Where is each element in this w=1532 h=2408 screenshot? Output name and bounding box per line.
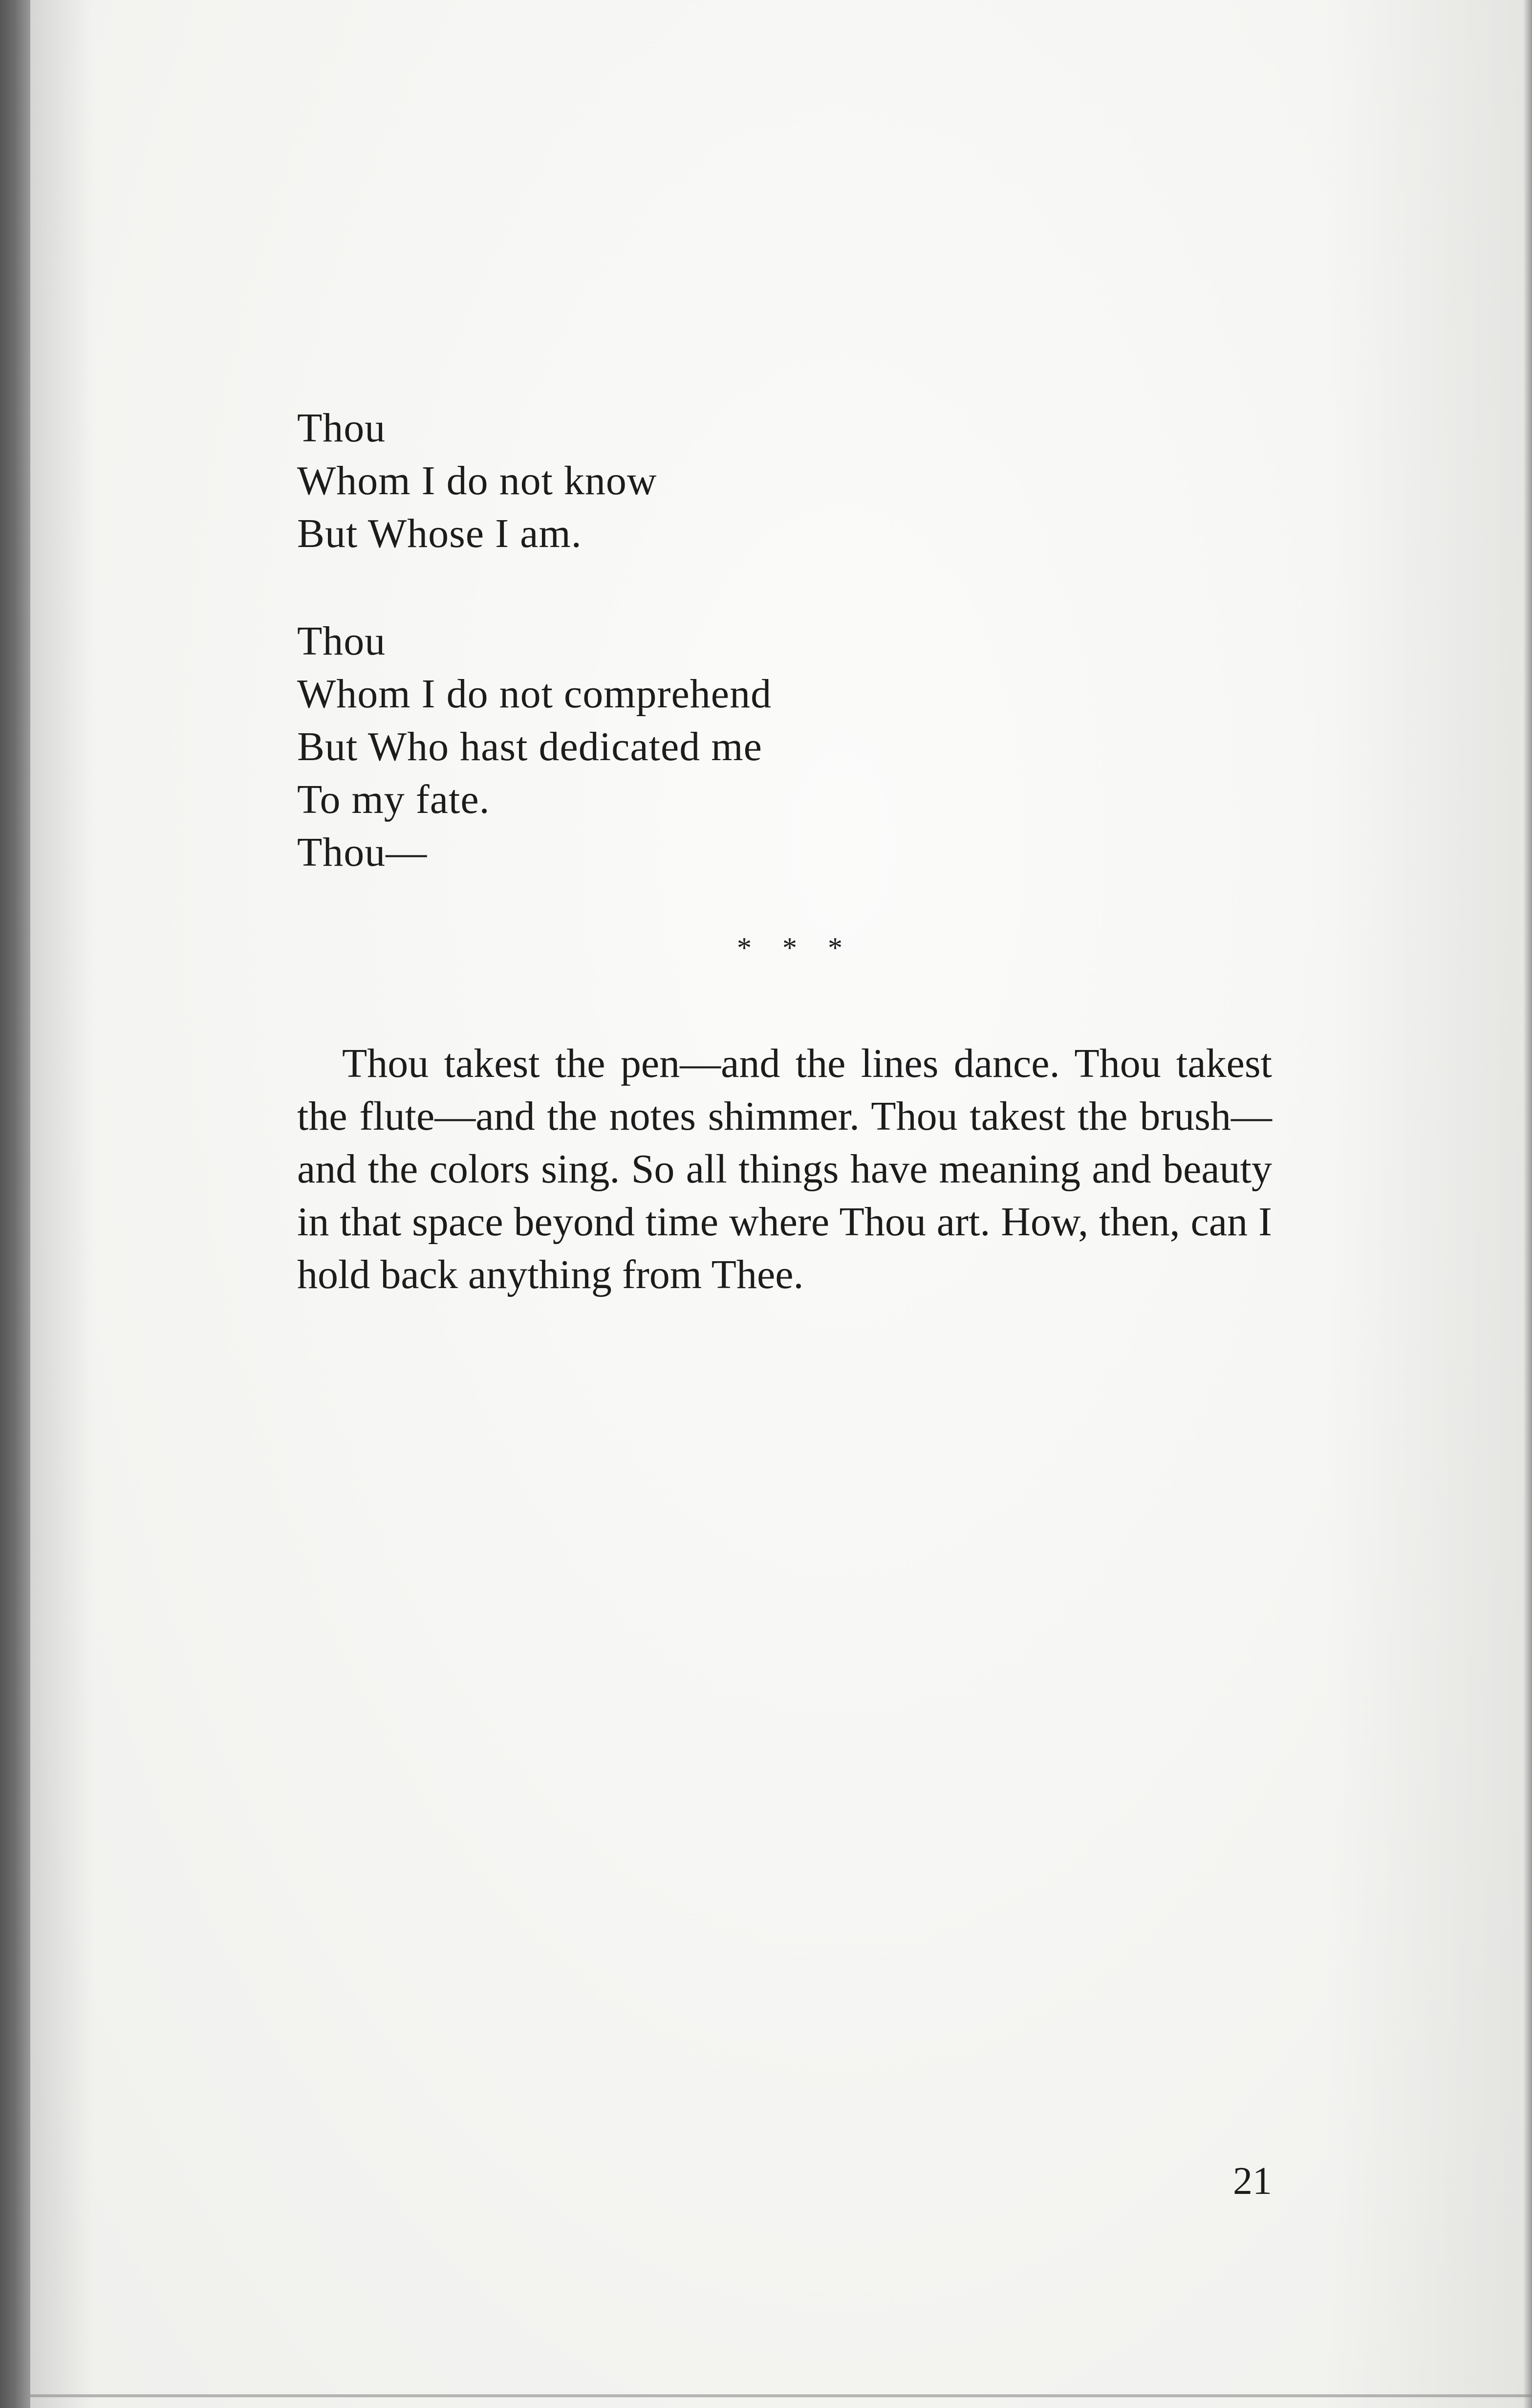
page-right-edge bbox=[1523, 0, 1532, 2408]
page-bottom-edge bbox=[30, 2394, 1532, 2397]
page-binding-edge bbox=[0, 0, 30, 2408]
verse-line: Thou bbox=[297, 618, 386, 664]
verse-line: Whom I do not comprehend bbox=[297, 671, 772, 717]
verse-stanza-1 bbox=[297, 402, 657, 560]
page-right-shadow bbox=[1327, 0, 1532, 2408]
section-separator: * * * bbox=[737, 932, 854, 964]
page-number: 21 bbox=[1233, 2160, 1272, 2203]
verse-line: But Who hast dedicated me bbox=[297, 724, 762, 769]
verse-line: Thou bbox=[297, 405, 386, 451]
verse-line: To my fate. bbox=[297, 777, 490, 822]
prose-paragraph: Thou takest the pen—and the lines dance. Thou takest the flute—and the notes shimmer. Thou takest the brush—and the colors sing. So all things have meaning and beauty in that space beyond time where Thou art. How, then, can I hold back anything from Thee. bbox=[297, 1041, 1272, 1297]
verse-line: Whom I do not know bbox=[297, 458, 657, 503]
verse-line: But Whose I am. bbox=[297, 511, 582, 556]
page-binding-shadow bbox=[30, 0, 94, 2408]
verse-line: Thou— bbox=[297, 830, 428, 875]
verse-stanza-2 bbox=[297, 615, 772, 879]
